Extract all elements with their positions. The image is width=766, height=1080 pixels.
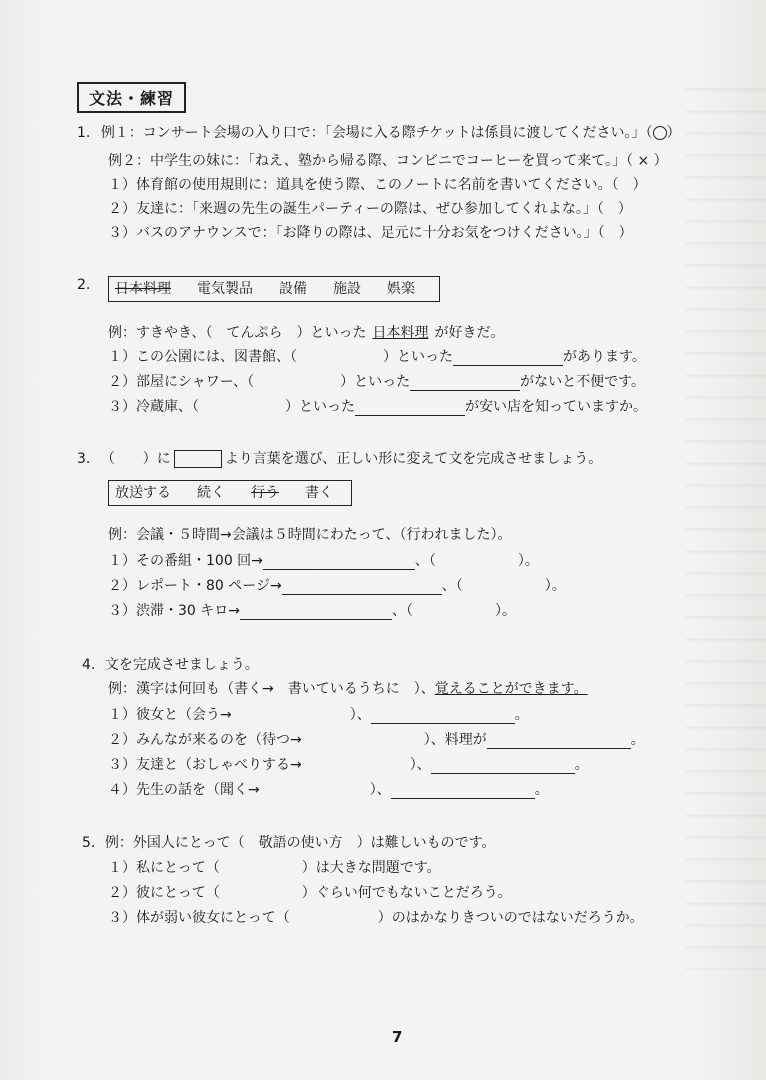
q4-item-2 — [108, 731, 645, 749]
q4-item-4-b: ）、 — [369, 782, 391, 798]
q5-item-3-b: ）のはかなりきついのではないだろうか。 — [377, 910, 644, 926]
q5-item-1-a: １）私にとって（ — [108, 860, 220, 876]
vocab-item: 施設 — [333, 281, 361, 297]
q1-number: 1. — [77, 125, 91, 141]
answer-blank[interactable] — [391, 784, 535, 799]
q1-item-1: １）体育館の使用規則に：道具を使う際、このノートに名前を書いてください。（ ） — [108, 177, 647, 193]
q2-item-2-c: がないと不便です。 — [520, 374, 646, 390]
q2-item-3-a: ３）冷蔵庫、（ — [108, 399, 199, 415]
answer-box-icon — [174, 450, 222, 468]
vocab-item: 書く — [305, 485, 333, 501]
q4-item-1-a: １）彼女と（会う→ — [108, 707, 232, 723]
q3-item-2 — [108, 577, 566, 595]
q3-instruction — [77, 450, 602, 468]
q4-item-1-c: 。 — [514, 707, 529, 723]
answer-blank[interactable] — [487, 734, 631, 749]
q5-item-1-b: ）は大きな問題です。 — [301, 860, 441, 876]
section-title: 文法・練習 — [77, 82, 186, 113]
q4-item-1-b: ）、 — [349, 707, 371, 723]
q2-example-a: 例：すきやき、（ てんぷら ）といった — [108, 325, 367, 341]
q3-instr-a: （ ）に — [100, 451, 171, 467]
answer-blank[interactable] — [431, 759, 575, 774]
circle-mark-icon — [653, 126, 667, 140]
q1-example-2: 例２：中学生の妹に：「ねえ、塾から帰る際、コンビニでコーヒーを買って来て。」（ × ） — [108, 153, 668, 169]
q2-item-3-c: が安い店を知っていますか。 — [465, 399, 647, 415]
q2-item-1-c: があります。 — [563, 349, 646, 365]
q3-item-1-a: １）その番組・100 回→ — [108, 553, 263, 569]
q3-item-3-c: ）。 — [495, 603, 516, 619]
q5-item-1 — [108, 859, 441, 877]
q1-example-1 — [77, 124, 681, 142]
q4-example-answer: 覚えることができます。 — [434, 681, 588, 697]
q2-item-3 — [108, 398, 647, 416]
q4-item-4 — [108, 781, 549, 799]
q1-ex1-text: 例１：コンサート会場の入り口で：「会場に入る際チケットは係員に渡してください。」（ — [100, 125, 653, 141]
vocab-item: 日本料理 — [115, 281, 171, 297]
q3-item-3 — [108, 602, 516, 620]
q4-item-4-a: ４）先生の話を（聞く→ — [108, 782, 260, 798]
q4-heading: 4．文を完成させましょう。 — [82, 657, 259, 673]
q5-item-3-a: ３）体が弱い彼女にとって（ — [108, 910, 290, 926]
q2-example-c: が好きだ。 — [434, 325, 505, 341]
q4-item-3-b: ）、 — [409, 757, 431, 773]
q3-item-1 — [108, 552, 539, 570]
answer-blank[interactable] — [282, 580, 442, 595]
q3-item-2-c: ）。 — [544, 578, 566, 594]
vocab-item: 設備 — [279, 281, 307, 297]
q4-item-4-c: 。 — [534, 782, 549, 798]
answer-blank[interactable] — [240, 605, 392, 620]
q4-item-2-b: ）、料理が — [423, 732, 487, 748]
answer-blank[interactable] — [371, 709, 515, 724]
answer-blank[interactable] — [410, 376, 520, 391]
q3-item-3-b: 、（ — [392, 603, 413, 619]
q3-item-1-c: ）。 — [517, 553, 539, 569]
vocab-item: 放送する — [115, 485, 171, 501]
q4-item-2-c: 。 — [630, 732, 645, 748]
q4-example-a: 例：漢字は何回も（書く→ 書いているうちに ）、 — [108, 681, 435, 697]
q4-item-1 — [108, 706, 529, 724]
answer-blank[interactable] — [263, 555, 415, 570]
q4-item-3-a: ３）友達と（おしゃべりする→ — [108, 757, 302, 773]
q4-item-3 — [108, 756, 589, 774]
q3-example: 例：会議・５時間→会議は５時間にわたって、（行われました）。 — [108, 527, 512, 543]
q3-item-2-a: ２）レポート・80 ページ→ — [108, 578, 282, 594]
answer-blank[interactable] — [355, 401, 465, 416]
q3-vocab-box — [108, 480, 352, 506]
q5-heading: 5．例：外国人にとって（ 敬語の使い方 ）は難しいものです。 — [82, 835, 496, 851]
q3-instr-b: より言葉を選び、正しい形に変えて文を完成させましょう。 — [224, 451, 603, 467]
q3-item-2-b: 、（ — [441, 578, 463, 594]
q5-item-3 — [108, 909, 644, 927]
q2-example — [108, 324, 504, 342]
q2-item-2-b: ）といった — [340, 374, 411, 390]
q3-item-1-b: 、（ — [414, 553, 436, 569]
vocab-item: 娯楽 — [387, 281, 415, 297]
page-number: 7 — [392, 1028, 403, 1046]
bleed-through-shadow — [686, 70, 766, 970]
answer-blank[interactable] — [453, 351, 563, 366]
q1-item-3: ３）バスのアナウンスで：「お降りの際は、足元に十分お気をつけください。」（ ） — [108, 225, 633, 241]
q5-item-2 — [108, 884, 512, 902]
q2-item-1-a: １）この公園には、図書館、（ — [108, 349, 297, 365]
q2-item-2 — [108, 373, 645, 391]
q2-vocab-box — [108, 276, 440, 302]
q5-item-2-a: ２）彼にとって（ — [108, 885, 220, 901]
q1-item-2: ２）友達に：「来週の先生の誕生パーティーの際は、ぜひ参加してくれよな。」（ ） — [108, 201, 632, 217]
q4-item-3-c: 。 — [574, 757, 589, 773]
q1-ex1-end: ） — [666, 125, 681, 141]
q2-example-answer: 日本料理 — [372, 325, 429, 341]
q3-number: 3. — [77, 451, 91, 467]
q2-item-2-a: ２）部屋にシャワー、（ — [108, 374, 255, 390]
q5-item-2-b: ）ぐらい何でもないことだろう。 — [301, 885, 512, 901]
vocab-item: 電気製品 — [197, 281, 253, 297]
q2-item-1-b: ）といった — [383, 349, 453, 365]
q2-item-1 — [108, 348, 646, 366]
vocab-item: 続く — [197, 485, 225, 501]
q4-item-2-a: ２）みんなが来るのを（待つ→ — [108, 732, 302, 748]
vocab-item: 行う — [251, 485, 279, 501]
q4-example — [108, 680, 588, 698]
q2-item-3-b: ）といった — [285, 399, 355, 415]
q3-item-3-a: ３）渋滞・30 キロ→ — [108, 603, 240, 619]
q2-number: 2. — [77, 277, 91, 293]
